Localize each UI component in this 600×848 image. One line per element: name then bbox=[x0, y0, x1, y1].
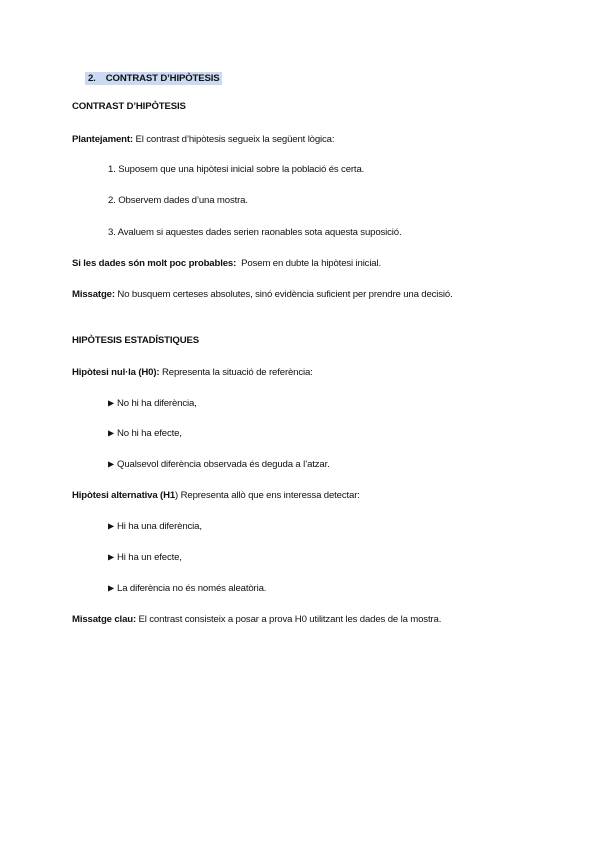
h1-item bbox=[108, 521, 202, 533]
section-heading-highlight bbox=[85, 72, 222, 85]
missatge-text: No busquem certeses absolutes, sinó evidència suficient per prendre una decisió. bbox=[117, 289, 453, 300]
poc-probables-paragraph bbox=[72, 258, 381, 270]
triangle-right-icon: ▶ bbox=[108, 521, 115, 531]
h1-paragraph bbox=[72, 490, 360, 502]
h1-item-text: Hi ha una diferència, bbox=[117, 521, 202, 532]
subtitle-hipotesis: HIPÒTESIS ESTADÍSTIQUES bbox=[72, 335, 199, 346]
subtitle-contrast: CONTRAST D’HIPÒTESIS bbox=[72, 101, 186, 112]
section-heading bbox=[88, 73, 222, 85]
h0-label: Hipòtesi nul·la (H0): bbox=[72, 367, 160, 378]
missatge-paragraph bbox=[72, 289, 453, 301]
h0-item-text: No hi ha efecte, bbox=[117, 428, 182, 439]
h0-item bbox=[108, 398, 197, 410]
h0-item bbox=[108, 459, 330, 471]
section-number: 2. bbox=[88, 73, 96, 84]
h0-paragraph bbox=[72, 367, 313, 379]
missatge-clau-label: Missatge clau: bbox=[72, 614, 137, 625]
h0-item-text: Qualsevol diferència observada és deguda a l’atzar. bbox=[117, 459, 330, 470]
h1-label: Hipòtesi alternativa ( bbox=[72, 490, 164, 501]
triangle-right-icon: ▶ bbox=[108, 459, 115, 469]
poc-probables-label: Si les dades són molt poc probables: bbox=[72, 258, 237, 269]
triangle-right-icon: ▶ bbox=[108, 583, 115, 593]
step-3: 3. Avaluem si aquestes dades serien raonables sota aquesta suposició. bbox=[108, 227, 402, 238]
step-1: 1. Suposem que una hipòtesi inicial sobre la població és certa. bbox=[108, 164, 365, 175]
triangle-right-icon: ▶ bbox=[108, 398, 115, 408]
h1-text: ) Representa allò que ens interessa detectar: bbox=[175, 490, 360, 501]
triangle-right-icon: ▶ bbox=[108, 552, 115, 562]
h0-item-text: No hi ha diferència, bbox=[117, 398, 197, 409]
h1-item bbox=[108, 583, 266, 595]
h1-item-text: Hi ha un efecte, bbox=[117, 552, 182, 563]
section-title: CONTRAST D’HIPÒTESIS bbox=[105, 73, 220, 84]
h1-item-text: La diferència no és només aleatòria. bbox=[117, 583, 267, 594]
step-2: 2. Observem dades d’una mostra. bbox=[108, 195, 248, 206]
plantejament-label: Plantejament: bbox=[72, 134, 133, 145]
h1-symbol: H1 bbox=[163, 490, 176, 501]
plantejament-text: El contrast d’hipòtesis segueix la següent lògica: bbox=[135, 134, 335, 145]
h0-text: Representa la situació de referència: bbox=[161, 367, 313, 378]
poc-probables-text: Posem en dubte la hipòtesi inicial. bbox=[241, 258, 381, 269]
missatge-label: Missatge: bbox=[72, 289, 115, 300]
h0-item bbox=[108, 428, 182, 440]
missatge-clau-paragraph bbox=[72, 614, 441, 626]
triangle-right-icon: ▶ bbox=[108, 428, 115, 438]
missatge-clau-text: El contrast consisteix a posar a prova H0 utilitzant les dades de la mostra. bbox=[138, 614, 442, 625]
h1-item bbox=[108, 552, 182, 564]
plantejament-paragraph bbox=[72, 134, 334, 146]
